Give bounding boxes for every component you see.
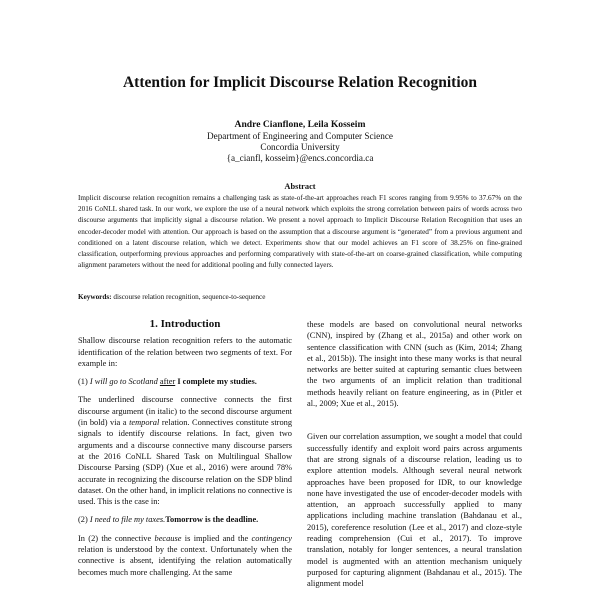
left-column [78, 319, 292, 578]
example-1 [78, 376, 292, 387]
p2-part-b: relation. Connectives constitute strong signals to identify discourse relations. In fact, given two arguments and a discourse connective many discourse parsers at the 2016 CoNLL Shared Task on Multilingual Shallow Discourse Parsing (SDP) (Xue et al., 2016) were around 78% accurate in recognizing the discourse relation on the SDP blind dataset. On the other hand, in implicit relations no connective is used. This is the case in: [78, 418, 293, 507]
p3-contingency: contingency [251, 533, 293, 543]
example-1-arg2: I complete my studies. [177, 377, 257, 387]
affiliation-email: {a_cianfl, kosseim}@encs.concordia.ca [226, 153, 374, 163]
paper-title: Attention for Implicit Discourse Relation Recognition [122, 74, 478, 91]
affiliation-university: Concordia University [260, 142, 340, 152]
keywords-text: discourse relation recognition, sequence-to-sequence [113, 293, 266, 301]
p2-temporal: temporal [129, 418, 160, 428]
p3-part-c: relation is understood by the context. Unfortunately when the connective is absent, identifying the relation automatically becomes much more challenging. At the same [78, 545, 292, 577]
section-title: 1. Introduction [149, 318, 221, 330]
example-1-number: (1) [78, 377, 88, 387]
keywords-label: Keywords: [78, 293, 112, 301]
right-paragraph-2: Given our correlation assumption, we sought a model that could successfully identify and exploit word pairs across arguments that are strong signals of a discourse relation, leading us to explore attention models. Although several neural network approaches have been proposed for IDR, to our knowledge none have investigated the use of encoder-decoder models with attention, an approach successfully applied to many applications including machine translation (Bahdanau et al., 2015), coreference resolution (Lee et al., 2017) and cloze-style reading comprehension (Cui et al., 2017). To improve translation, notably for longer sentences, a neural translation model is augmented with an attention mechanism uniquely purposed for capturing alignment (Bahdanau et al., 2015). The alignment model [307, 432, 522, 589]
p3-part-a: In (2) the connective [78, 533, 152, 543]
example-2-number: (2) [78, 515, 88, 525]
p3-part-b: is implied and the [184, 533, 249, 543]
intro-paragraph-2 [78, 394, 292, 507]
example-2-arg1: I need to file my taxes. [89, 515, 166, 525]
example-1-arg1: I will go to Scotland [89, 377, 158, 387]
example-1-connective: after [159, 377, 176, 387]
p2-part-a: The underlined discourse connective connects the first discourse argument (in italic) to the second discourse argument (in bold) via a [78, 395, 292, 428]
right-paragraph-1: these models are based on convolutional neural networks (CNN), inspired by (Zhang et al., 2015a) and other work on sentence classification with CNN (such as (Kim, 2014; Zhang et al., 2015b)). The insight into these many works is that neural networks are better suited at capturing semantic clues between the two arguments of an implicit relation than traditional methods heavily reliant on feature engineering, as in (Pitler et al., 2009; Xue et al., 2015). [307, 320, 522, 409]
intro-paragraph-1: Shallow discourse relation recognition refers to the automatic identification of the relation between two segments of text. For example in: [78, 336, 292, 368]
authors: Andre Cianflone, Leila Kosseim [234, 119, 366, 130]
abstract-heading: Abstract [284, 182, 316, 191]
right-column [307, 319, 522, 590]
abstract-text: Implicit discourse relation recognition remains a challenging task as state-of-the-art approaches reach F1 scores ranging from 9.95% to 37.67% on the 2016 CoNLL shared task. In our work, we explore the use of a neural network which exploits the strong correlation between pairs of words across two discourse arguments that implicitly signal a discourse relation. We present a novel approach to Implicit Discourse Relation Recognition that uses an encoder-decoder model with attention. Our approach is based on the assumption that a discourse argument is “generated” from a previous argument and conditioned on a latent discourse relation, which we detect. Experiments show that our model achieves an F1 score of 38.25% on fine-grained classification, outperforming previous approaches and performing comparatively with state-of-the-art on coarse-grained classification, while computing alignment parameters without the need for additional pooling and fully connected layers. [78, 194, 522, 270]
example-2-arg2: Tomorrow is the deadline. [165, 515, 259, 525]
intro-paragraph-3 [78, 533, 292, 578]
example-2 [78, 514, 292, 525]
keywords [78, 293, 522, 301]
p3-because: because [154, 533, 182, 543]
affiliation-dept: Department of Engineering and Computer Science [207, 131, 393, 141]
